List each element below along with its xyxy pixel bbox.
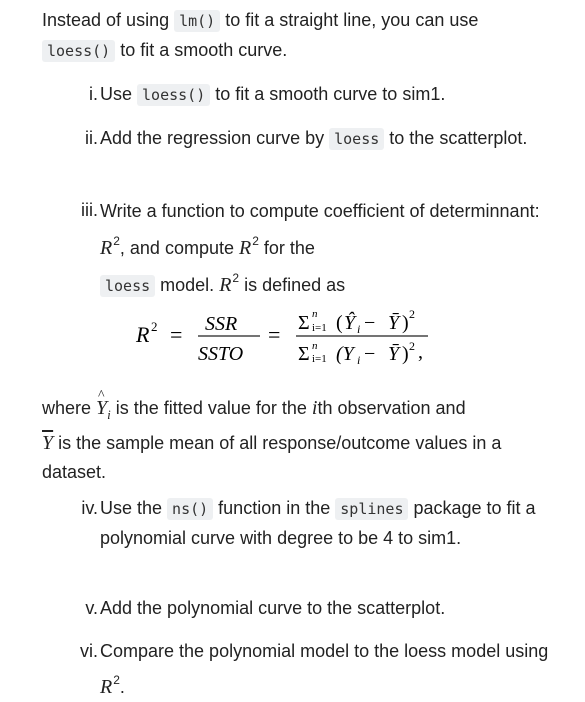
code-loess: loess (329, 128, 384, 150)
item-text: Use the (100, 498, 168, 518)
intro-text: to fit a straight line, you can use (220, 10, 479, 30)
square: 2 (409, 307, 415, 321)
item-number: iii. (81, 200, 98, 220)
where-paragraph (42, 394, 557, 487)
sum-lower: i=1 (312, 322, 327, 334)
item-text: model. (155, 275, 220, 295)
y-bar: Ȳ (388, 343, 400, 365)
code-loess: loess() (42, 40, 115, 62)
index-i: i (311, 397, 318, 419)
item-text: to fit a smooth curve to sim1. (210, 84, 446, 104)
item-number: vi. (80, 641, 98, 661)
item-text: Write a function to compute coefficient of determinnant: (100, 201, 540, 221)
item-text: Add the regression curve by (100, 128, 330, 148)
item-text: , and compute (119, 238, 239, 258)
paren: ) (402, 343, 409, 365)
r-squared-formula (0, 300, 585, 370)
intro-paragraph (42, 6, 557, 66)
intro-text: to fit a smooth curve. (115, 40, 288, 60)
item-number: i. (89, 84, 98, 104)
y-bar: Ȳ (388, 312, 400, 334)
minus: − (364, 343, 376, 365)
where-text: where (42, 398, 97, 418)
list-item-v (68, 594, 548, 623)
code-loess: loess() (137, 84, 210, 106)
r-squared: R (238, 237, 252, 259)
paren: ( (336, 312, 343, 334)
sum-upper: n (312, 340, 318, 352)
y-bar: $\overline{Y}$ (42, 432, 54, 454)
item-text: . (119, 677, 125, 697)
formula-sq: 2 (151, 319, 158, 334)
r-squared: R (100, 237, 113, 259)
frac-numerator: SSR (205, 313, 238, 335)
subscript: i (357, 353, 361, 367)
paren-y: (Y (336, 343, 354, 365)
y-hat: ^ Y (96, 394, 107, 423)
list-item-ii (68, 124, 548, 153)
paren: ) (402, 312, 409, 334)
minus: − (364, 312, 376, 334)
item-text: to the scatterplot. (384, 128, 528, 148)
sum-upper: n (312, 308, 318, 320)
square: 2 (409, 339, 415, 353)
item-text: is defined as (239, 275, 346, 295)
code-ns: ns() (167, 498, 213, 520)
code-loess: loess (100, 275, 155, 297)
intro-text: Instead of using (42, 10, 175, 30)
formula-lhs: R (136, 322, 150, 347)
item-text: function in the (213, 498, 336, 518)
where-text: is the fitted value for the (110, 398, 312, 418)
list-item-iv (68, 494, 548, 548)
where-text: is the sample mean of all response/outcome values in a dataset. (42, 433, 502, 482)
r-squared: R (219, 274, 232, 296)
y-hat: Ŷ (344, 312, 356, 334)
list-item-vi: vi. Compare the polynomial model to the loess model using $R^2$. (68, 637, 548, 666)
list-item-i (68, 80, 548, 109)
sum-symbol: Σ (298, 343, 310, 365)
code-lm: lm() (174, 10, 220, 32)
item-number: iv. (81, 498, 98, 518)
where-text: th observation and (317, 398, 466, 418)
code-splines: splines (335, 498, 408, 520)
item-number: ii. (85, 128, 98, 148)
item-text: Add the polynomial curve to the scatterplot. (100, 598, 446, 618)
comma: , (418, 341, 423, 363)
item-text: package to fit a polynomial curve with degree to be 4 to sim1. (100, 498, 536, 548)
sum-symbol: Σ (298, 312, 310, 334)
sum-lower: i=1 (312, 353, 327, 365)
subscript: i (357, 322, 361, 336)
item-text: for the (258, 238, 315, 258)
item-number: v. (85, 598, 98, 618)
item-text: Compare the polynomial model to the loess model using (100, 641, 549, 661)
formula-eq: = (268, 322, 281, 347)
list-item-iii: iii. Write a function to compute coefficient of determinnant: $R^2$, and compute $R^2$ for the loess model. $R^2$ is defined as (68, 196, 548, 225)
frac-denominator: SSTO (198, 343, 244, 365)
item-text: Use (100, 84, 138, 104)
r-squared: R (100, 676, 113, 698)
subscript: i (107, 407, 111, 422)
formula-eq: = (170, 322, 183, 347)
